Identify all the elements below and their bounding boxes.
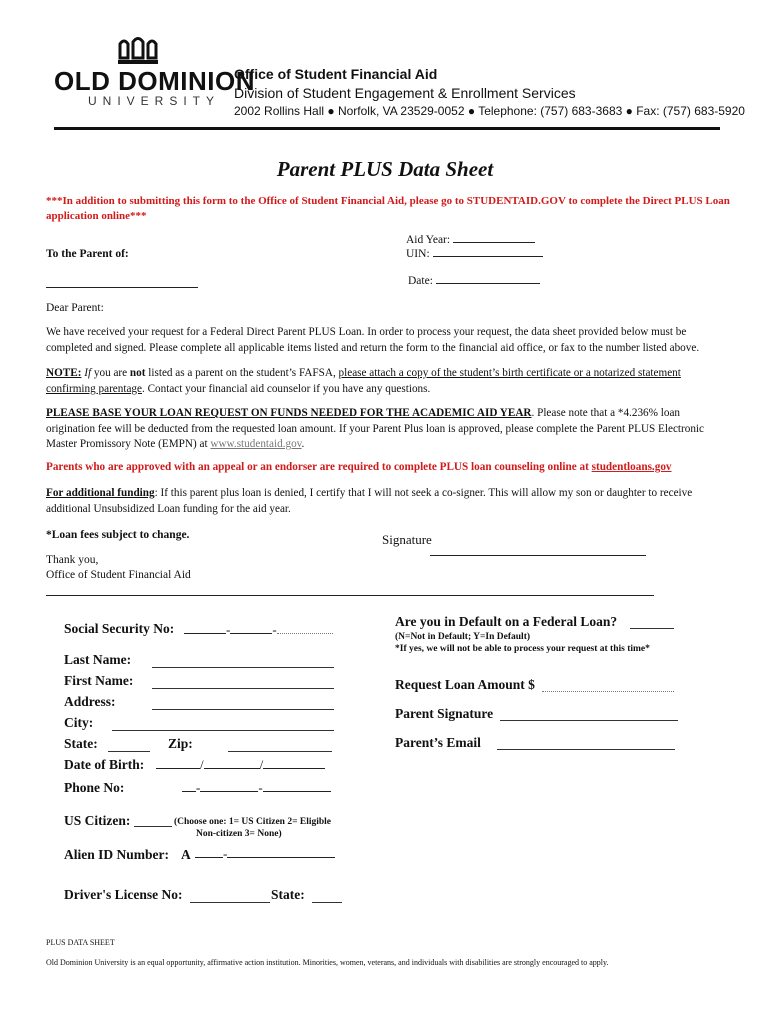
parent-email-label: Parent’s Email	[395, 735, 481, 750]
last-name-line[interactable]	[152, 667, 334, 668]
student-name-line[interactable]	[46, 287, 198, 288]
logo-subtitle: UNIVERSITY	[88, 94, 221, 108]
first-name-label: First Name:	[64, 673, 134, 688]
citizen-line[interactable]	[134, 826, 172, 827]
section-divider	[46, 595, 654, 596]
address-line[interactable]	[152, 709, 334, 710]
parent-signature-line[interactable]	[500, 720, 678, 721]
closing: Thank you,	[46, 554, 99, 566]
closing-office: Office of Student Financial Aid	[46, 569, 191, 581]
intro-paragraph: We have received your request for a Federal Direct Parent PLUS Loan. In order to process your request, the data sheet provided below must be completed and signed. Please complete all applicable items listed and return the form to the financial aid office, or fax to the number listed above.	[46, 326, 700, 354]
default-answer-line[interactable]	[630, 628, 674, 629]
alien-id-label: Alien ID Number:	[64, 847, 169, 862]
last-name-label: Last Name:	[64, 652, 132, 667]
default-warning: *If yes, we will not be able to process your request at this time*	[395, 644, 650, 654]
state-label: State:	[64, 736, 98, 751]
ssn-label: Social Security No:	[64, 621, 175, 636]
studentaid-link[interactable]: www.studentaid.gov	[210, 438, 302, 450]
default-question: Are you in Default on a Federal Loan?	[395, 614, 618, 629]
uin-blank[interactable]	[433, 256, 543, 257]
additional-funding-paragraph: For additional funding: If this parent plus loan is denied, I certify that I will not seek a co-signer. This will allow my son or daughter to receive additional Unsubsidized Loan funding for the aid year.	[46, 487, 693, 515]
division-name: Division of Student Engagement & Enrollment Services	[234, 85, 576, 101]
zip-label: Zip:	[168, 736, 193, 751]
appeal-notice: Parents who are approved with an appeal or an endorser are required to complete PLUS loan counseling online at studentloans.gov	[46, 461, 672, 473]
citizen-hint: (Choose one: 1= US Citizen 2= Eligible	[174, 817, 332, 827]
dl-state-label: State:	[271, 887, 305, 902]
note-paragraph: NOTE: If you are not listed as a parent on the student’s FAFSA, please attach a copy of the student’s birth certificate or a notarized statement confirming parentage. Contact your financial aid counselor if you have any questions.	[46, 367, 681, 395]
city-label: City:	[64, 715, 94, 730]
default-hint: (N=Not in Default; Y=In Default)	[395, 632, 531, 642]
signature-line[interactable]	[430, 541, 646, 556]
address-label: Address:	[64, 694, 116, 709]
header-rule	[54, 127, 720, 130]
aid-year-blank[interactable]	[453, 242, 535, 243]
alien-prefix: A	[181, 847, 191, 862]
phone-label: Phone No:	[64, 780, 125, 795]
drivers-license-label: Driver's License No:	[64, 887, 183, 902]
date-field[interactable]: Date:	[408, 273, 540, 289]
office-title: Office of Student Financial Aid	[234, 66, 438, 82]
phone-field[interactable]: - -	[182, 780, 331, 796]
office-address: 2002 Rollins Hall ● Norfolk, VA 23529-0052 ● Telephone: (757) 683-3683 ● Fax: (757) 683-5920	[234, 104, 745, 118]
drivers-license-line[interactable]	[190, 902, 270, 903]
studentaid-notice: ***In addition to submitting this form to the Office of Student Financial Aid, please go to STUDENTAID.GOV to complete the Direct PLUS Loan application online***	[46, 195, 730, 222]
document-title: Parent PLUS Data Sheet	[276, 157, 494, 181]
uin-field[interactable]: UIN:	[406, 246, 543, 262]
crown-logo-icon	[116, 36, 160, 66]
logo-wordmark: OLD DOMINION	[54, 66, 255, 96]
loan-fees-note: *Loan fees subject to change.	[46, 529, 190, 541]
parent-signature-label: Parent Signature	[395, 706, 494, 721]
form-id: PLUS DATA SHEET	[46, 938, 115, 947]
zip-line[interactable]	[228, 751, 332, 752]
city-line[interactable]	[112, 730, 334, 731]
first-name-line[interactable]	[152, 688, 334, 689]
signature-label: Signature	[382, 532, 432, 547]
ssn-field[interactable]: - -	[184, 622, 333, 638]
citizen-label: US Citizen:	[64, 813, 131, 828]
to-parent-label: To the Parent of:	[46, 248, 129, 260]
dob-label: Date of Birth:	[64, 757, 145, 772]
date-blank[interactable]	[436, 283, 540, 284]
salutation: Dear Parent:	[46, 302, 104, 314]
loan-request-paragraph: PLEASE BASE YOUR LOAN REQUEST ON FUNDS NEEDED FOR THE ACADEMIC AID YEAR. Please note that a *4.236% loan origination fee will be deducted from the requested loan amount. If your Parent Plus loan is approved, please complete the Parent PLUS Electronic Master Promissory Note (EMPN) at www.studentaid.gov.	[46, 407, 705, 450]
loan-amount-line[interactable]	[542, 691, 674, 692]
alien-id-field[interactable]: -	[195, 846, 335, 862]
state-line[interactable]	[108, 751, 150, 752]
aid-year-field[interactable]: Aid Year:	[406, 232, 535, 248]
dl-state-line[interactable]	[312, 902, 342, 903]
parent-email-line[interactable]	[497, 749, 675, 750]
dob-field[interactable]: / /	[156, 757, 325, 773]
eeo-statement: Old Dominion University is an equal opportunity, affirmative action institution. Minorities, women, veterans, and individuals with disabilities are strongly encouraged to apply.	[46, 958, 609, 967]
studentloans-link[interactable]: studentloans.gov	[591, 461, 672, 473]
citizen-hint-2: Non-citizen 3= None)	[196, 829, 282, 839]
loan-amount-label: Request Loan Amount $	[395, 677, 535, 692]
